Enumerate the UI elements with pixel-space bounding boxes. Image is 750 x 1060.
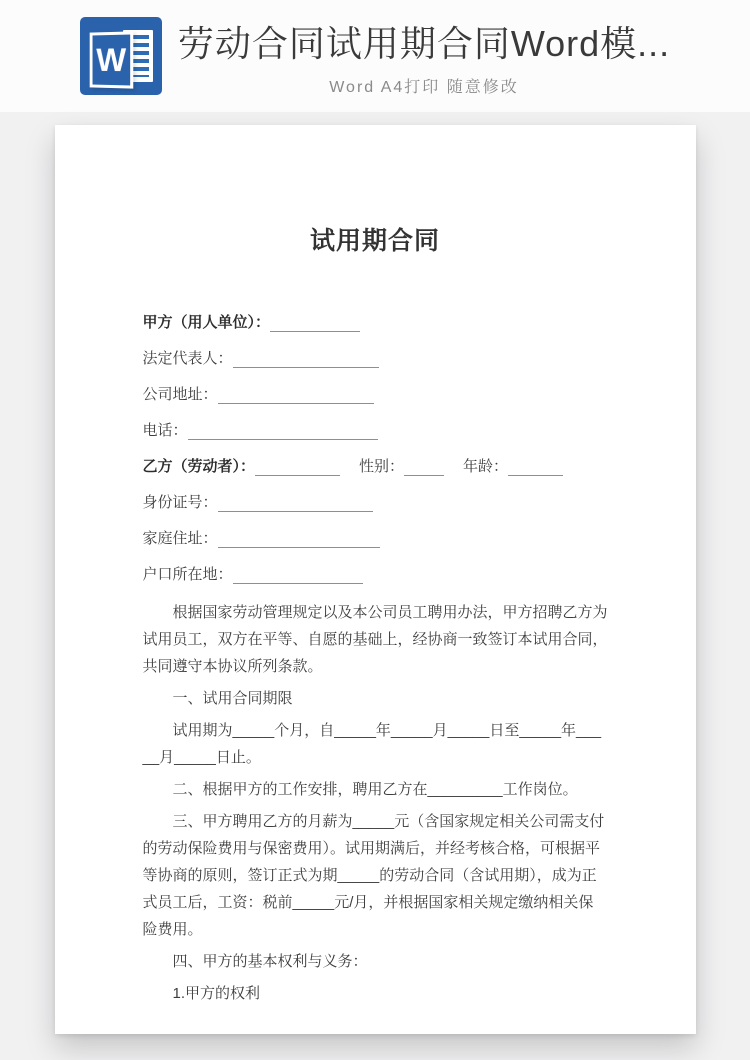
- party-b-label: 乙方（劳动者）：: [142, 457, 256, 475]
- gender-blank: [404, 460, 444, 476]
- age-label: 年龄：: [463, 457, 509, 475]
- header-bar: [0, 0, 750, 112]
- word-icon: [80, 17, 162, 95]
- registered-residence-label: 户口所在地：: [142, 565, 233, 583]
- word-icon-letter: W: [89, 31, 133, 88]
- gender-label: 性别：: [359, 457, 405, 475]
- intro-paragraph: 根据国家劳动管理规定以及本公司员工聘用办法，甲方招聘乙方为试用员工，双方在平等、自愿的基础上，经协商一致签订本试用合同，共同遵守本协议所列条款。: [142, 604, 608, 675]
- contract-body: [143, 599, 608, 1007]
- home-address-label: 家庭住址：: [142, 529, 218, 547]
- phone-blank: [188, 424, 378, 440]
- field-phone: [143, 411, 608, 447]
- clause3: 三、甲方聘用乙方的月薪为_____元（含国家规定相关公司需支付的劳动保险费用与保密费用）。试用期满后，并经考核合格，可根据平等协商的原则，签订正式为期_____的劳动合同（含试用期），成为正式员工后，工资：税前_____元/月，并根据国家相关规定缴纳相关保险费用。: [142, 813, 605, 938]
- clause4-sub1: 1.甲方的权利: [172, 985, 261, 1002]
- page-title: 劳动合同试用期合同Word模...: [177, 22, 671, 64]
- clause2: 二、根据甲方的工作安排，聘用乙方在_________工作岗位。: [172, 781, 578, 798]
- field-registered-residence: [143, 555, 608, 591]
- doc-title: 试用期合同: [309, 227, 440, 255]
- id-number-label: 身份证号：: [142, 493, 218, 511]
- id-number-blank: [218, 496, 373, 512]
- home-address-blank: [218, 532, 380, 548]
- clause1-body: 试用期为_____个月，自_____年_____月_____日至_____年_____月_____日止。: [142, 722, 602, 766]
- header-text-block: [178, 16, 670, 97]
- party-a-label: 甲方（用人单位）：: [142, 313, 271, 331]
- party-a-blank: [270, 316, 360, 332]
- field-home-address: [143, 519, 608, 555]
- registered-residence-blank: [233, 568, 363, 584]
- legal-rep-blank: [233, 352, 379, 368]
- field-party-a: [143, 303, 608, 339]
- clause4-title: 四、甲方的基本权利与义务：: [172, 953, 368, 970]
- field-party-b: [143, 447, 608, 483]
- company-address-label: 公司地址：: [142, 385, 218, 403]
- field-legal-rep: [143, 339, 608, 375]
- age-blank: [508, 460, 563, 476]
- legal-rep-label: 法定代表人：: [142, 349, 233, 367]
- clause1-title: 一、试用合同期限: [172, 690, 293, 707]
- party-b-name-blank: [255, 460, 340, 476]
- phone-label: 电话：: [142, 421, 188, 439]
- field-company-address: [143, 375, 608, 411]
- page-subtitle: Word A4打印 随意修改: [329, 78, 519, 96]
- document-page: [55, 125, 696, 1034]
- field-id-number: [143, 483, 608, 519]
- company-address-blank: [218, 388, 374, 404]
